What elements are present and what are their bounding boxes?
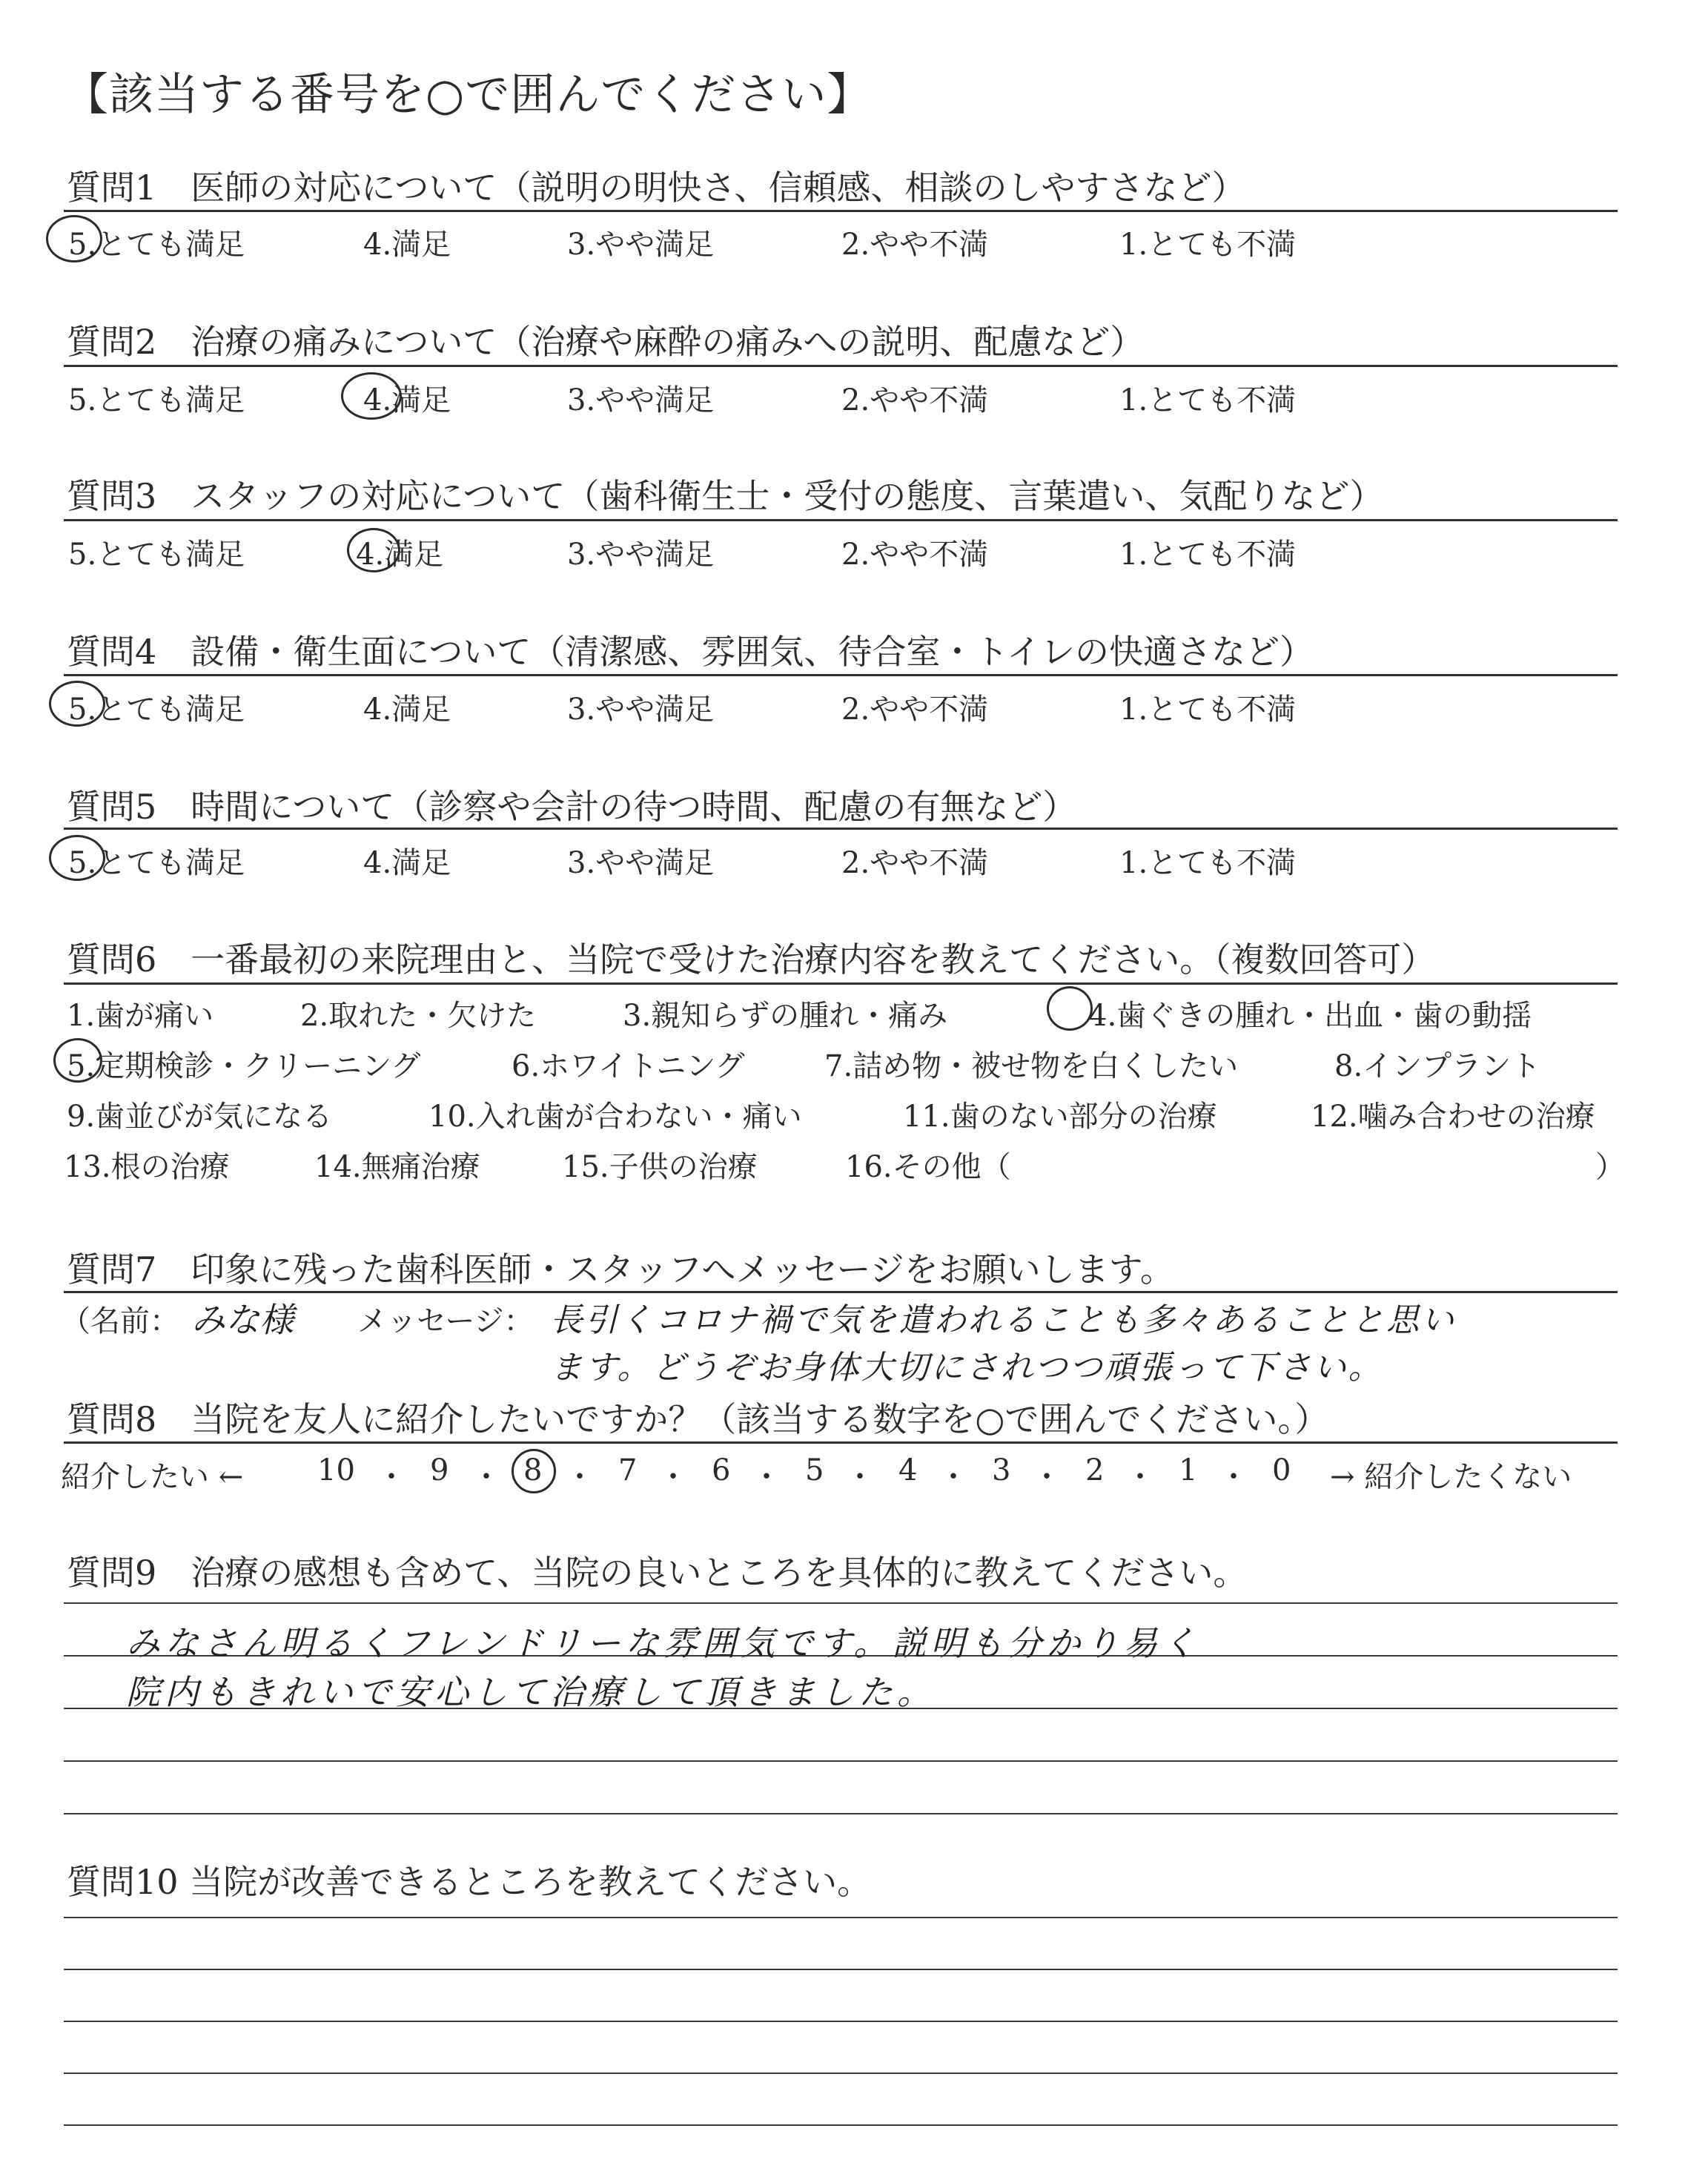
q6-option-16[interactable]: 16.その他（ [845, 1150, 1011, 1184]
q8-heading: 質問8 当院を友人に紹介したいですか？（該当する数字を○で囲んでください。） [67, 1399, 1329, 1439]
q10-heading: 質問10 当院が改善できるところを教えてください。 [67, 1862, 872, 1902]
q5-option-2[interactable]: 2.やや不満 [841, 846, 989, 880]
q10-answer-line-5[interactable] [64, 2124, 1618, 2126]
q7-name-value[interactable]: みな様 [191, 1300, 294, 1340]
q2-option-1[interactable]: 1.とても不満 [1119, 383, 1297, 417]
q8-value-5[interactable]: 5 [805, 1453, 824, 1487]
q7-message-line-2[interactable]: ます。どうぞお身体大切にされつつ頑張って下さい。 [550, 1349, 1383, 1387]
q2-selection-circle [341, 372, 402, 420]
q4-selection-circle [49, 681, 105, 727]
q3-option-4[interactable]: 4.満足 [356, 538, 444, 572]
q5-option-1[interactable]: 1.とても不満 [1119, 846, 1297, 880]
q8-separator: ・ [565, 1460, 595, 1494]
q8-separator: ・ [752, 1460, 781, 1494]
q8-value-9[interactable]: 9 [430, 1453, 449, 1487]
q9-answer-line-4 [64, 1760, 1618, 1762]
q2-option-5[interactable]: 5.とても満足 [68, 383, 245, 417]
q8-separator: ・ [1219, 1460, 1248, 1494]
q4-option-4[interactable]: 4.満足 [363, 693, 451, 727]
q4-option-5[interactable]: 5.とても満足 [68, 693, 245, 727]
q8-value-0[interactable]: 0 [1272, 1453, 1291, 1487]
q8-separator: ・ [377, 1460, 406, 1494]
q2-option-2[interactable]: 2.やや不満 [841, 383, 989, 417]
q6-heading: 質問6 一番最初の来院理由と、当院で受けた治療内容を教えてください。（複数回答可） [67, 939, 1436, 980]
q3-option-5[interactable]: 5.とても満足 [68, 538, 245, 572]
q9-heading: 質問9 治療の感想も含めて、当院の良いところを具体的に教えてください。 [67, 1553, 1248, 1593]
q6-selection-circle-4 [1047, 986, 1093, 1031]
q8-separator: ・ [658, 1460, 688, 1494]
q7-heading: 質問7 印象に残った歯科医師・スタッフへメッセージをお願いします。 [67, 1249, 1174, 1289]
q8-right-label: → 紹介したくない [1330, 1460, 1572, 1494]
q8-rule [64, 1441, 1618, 1444]
q1-option-4[interactable]: 4.満足 [363, 228, 451, 262]
q6-selection-circle-5 [53, 1038, 102, 1083]
form-title: 【該当する番号を○で囲んでください】 [64, 69, 873, 121]
q8-separator: ・ [1125, 1460, 1155, 1494]
q8-separator: ・ [939, 1460, 968, 1494]
q10-answer-line-3[interactable] [64, 2021, 1618, 2022]
q6-option-10[interactable]: 10.入れ歯が合わない・痛い [428, 1100, 802, 1134]
q3-heading: 質問3 スタッフの対応について（歯科衛生士・受付の態度、言葉遣い、気配りなど） [67, 476, 1384, 516]
q4-heading: 質問4 設備・衛生面について（清潔感、雰囲気、待合室・トイレの快適さなど） [67, 632, 1314, 672]
q6-option-14[interactable]: 14.無痛治療 [314, 1150, 480, 1184]
q9-answer-text-2[interactable]: 院内もきれいで安心して治療して頂きました。 [126, 1672, 936, 1712]
q5-option-4[interactable]: 4.満足 [363, 846, 451, 880]
q5-selection-circle [49, 835, 105, 881]
q2-heading: 質問2 治療の痛みについて（治療や麻酔の痛みへの説明、配慮など） [67, 322, 1145, 362]
q6-option-5[interactable]: 5.定期検診・クリーニング [67, 1049, 421, 1083]
q2-rule [64, 365, 1618, 367]
q6-option-8[interactable]: 8.インプラント [1334, 1049, 1541, 1083]
q3-rule [64, 519, 1618, 521]
q1-option-1[interactable]: 1.とても不満 [1119, 228, 1297, 262]
q6-option-13[interactable]: 13.根の治療 [64, 1150, 230, 1184]
q4-rule [64, 674, 1618, 676]
q5-option-5[interactable]: 5.とても満足 [68, 846, 245, 880]
q4-option-3[interactable]: 3.やや満足 [567, 693, 715, 727]
q6-option-3[interactable]: 3.親知らずの腫れ・痛み [623, 999, 948, 1033]
q8-value-8[interactable]: 8 [523, 1453, 543, 1487]
q8-value-4[interactable]: 4 [898, 1453, 918, 1487]
q1-selection-circle [46, 215, 102, 262]
q6-option-6[interactable]: 6.ホワイトニング [512, 1049, 745, 1083]
q5-heading: 質問5 時間について（診察や会計の待つ時間、配慮の有無など） [67, 787, 1077, 827]
q10-answer-line-2[interactable] [64, 1969, 1618, 1970]
q1-option-3[interactable]: 3.やや満足 [567, 228, 715, 262]
q9-answer-text-1[interactable]: みなさん明るくフレンドリーな雰囲気です。説明も分かり易く [126, 1623, 1201, 1663]
q5-option-3[interactable]: 3.やや満足 [567, 846, 715, 880]
q9-answer-line-5 [64, 1813, 1618, 1814]
q8-left-label: 紹介したい ← [61, 1460, 244, 1494]
q1-option-5[interactable]: 5.とても満足 [68, 228, 245, 262]
q6-option-7[interactable]: 7.詰め物・被せ物を白くしたい [824, 1049, 1239, 1083]
q6-option-11[interactable]: 11.歯のない部分の治療 [903, 1100, 1217, 1134]
q3-option-3[interactable]: 3.やや満足 [567, 538, 715, 572]
q8-value-10[interactable]: 10 [317, 1453, 355, 1487]
q1-rule [64, 210, 1618, 212]
q8-separator: ・ [471, 1460, 501, 1494]
q6-rule [64, 982, 1618, 985]
q8-value-7[interactable]: 7 [618, 1453, 638, 1487]
q9-answer-line-1 [64, 1602, 1618, 1604]
q10-answer-line-1[interactable] [64, 1917, 1618, 1918]
q8-value-3[interactable]: 3 [992, 1453, 1011, 1487]
q2-option-3[interactable]: 3.やや満足 [567, 383, 715, 417]
q3-option-1[interactable]: 1.とても不満 [1119, 538, 1297, 572]
q7-name-label: （名前： [61, 1304, 179, 1338]
q2-option-4[interactable]: 4.満足 [363, 383, 451, 417]
q8-selection-circle [512, 1449, 556, 1493]
q7-message-line-1[interactable]: 長引くコロナ禍で気を遣われることも多々あることと思い [550, 1301, 1456, 1339]
q8-value-1[interactable]: 1 [1179, 1453, 1198, 1487]
q6-option-2[interactable]: 2.取れた・欠けた [300, 999, 537, 1033]
q6-other-close-paren: ） [1595, 1150, 1625, 1184]
q5-rule [64, 828, 1618, 830]
q6-option-4[interactable]: 4.歯ぐきの腫れ・出血・歯の動揺 [1088, 999, 1532, 1033]
q1-option-2[interactable]: 2.やや不満 [841, 228, 989, 262]
q4-option-2[interactable]: 2.やや不満 [841, 693, 989, 727]
q6-option-12[interactable]: 12.噛み合わせの治療 [1311, 1100, 1595, 1134]
q3-selection-circle [347, 528, 400, 572]
q8-value-6[interactable]: 6 [712, 1453, 731, 1487]
q6-option-1[interactable]: 1.歯が痛い [67, 999, 214, 1033]
q7-message-label: メッセージ： [357, 1304, 534, 1338]
q3-option-2[interactable]: 2.やや不満 [841, 538, 989, 572]
q8-separator: ・ [845, 1460, 875, 1494]
q4-option-1[interactable]: 1.とても不満 [1119, 693, 1297, 727]
q1-heading: 質問1 医師の対応について（説明の明快さ、信頼感、相談のしやすさなど） [67, 168, 1246, 208]
q6-option-15[interactable]: 15.子供の治療 [562, 1150, 758, 1184]
q10-answer-line-4[interactable] [64, 2073, 1618, 2074]
q6-option-9[interactable]: 9.歯並びが気になる [67, 1100, 333, 1134]
q8-separator: ・ [1032, 1460, 1062, 1494]
q8-value-2[interactable]: 2 [1085, 1453, 1105, 1487]
